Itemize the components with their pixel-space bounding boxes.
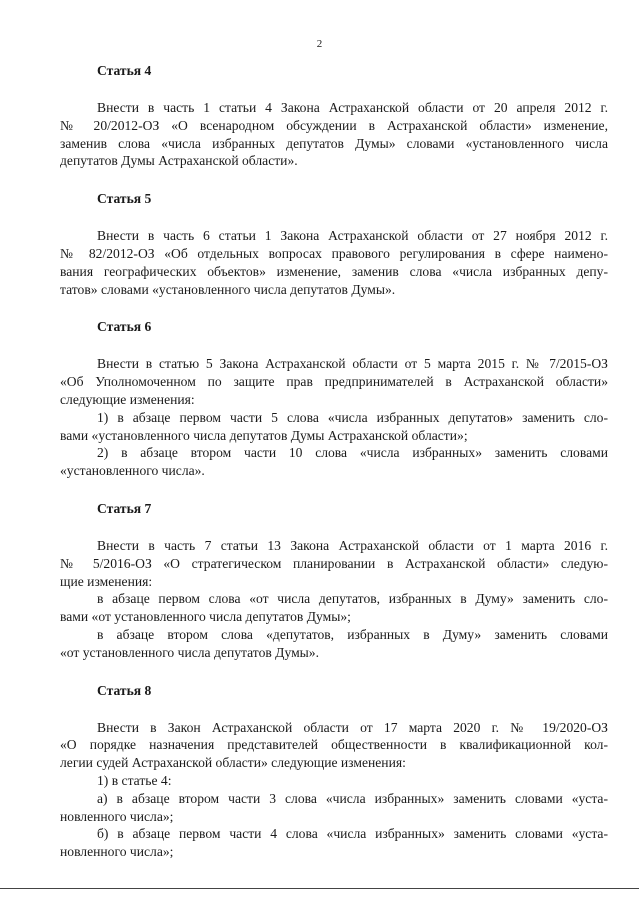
section-gap (60, 662, 608, 682)
section-gap (60, 170, 608, 190)
text-line: легии судей Астраханской области» следующие изменения: (60, 755, 406, 771)
text-line: новленного числа»; (60, 844, 174, 860)
text-line: в абзаце первом слова «от числа депутатов, избранных в Думу» заменить сло- (97, 591, 608, 607)
text-line: № 5/2016-ОЗ «О стратегическом планировании в Астраханской области» следую- (60, 555, 608, 571)
text-line: «О порядке назначения представителей общественности в квалификационной кол- (60, 737, 608, 753)
section-gap (60, 480, 608, 500)
article-paragraph (60, 719, 608, 772)
section-gap (60, 298, 608, 318)
article-section (60, 190, 608, 298)
text-line: Внести в часть 7 статьи 13 Закона Астраханской области от 1 марта 2016 г. (97, 537, 608, 553)
text-line: № 20/2012-ОЗ «О всенародном обсуждении в Астраханской области» изменение, (60, 117, 608, 133)
text-line: щие изменения: (60, 573, 153, 589)
text-line: следующие изменения: (60, 391, 195, 407)
article-heading: Статья 4 (97, 63, 152, 78)
text-line: вания географических объектов» изменение, заменив слова «числа избранных депу- (60, 263, 608, 279)
article-paragraph (60, 355, 608, 408)
text-line: татов» словами «установленного числа депутатов Думы». (60, 281, 396, 297)
text-line: «от установленного числа депутатов Думы». (60, 644, 319, 660)
article-paragraph (60, 772, 608, 790)
text-line: вами «установленного числа депутатов Думы Астраханской области»; (60, 427, 468, 443)
text-line: Внести в статью 5 Закона Астраханской области от 5 марта 2015 г. № 7/2015-ОЗ (97, 356, 608, 372)
text-line: Внести в часть 1 статьи 4 Закона Астраханской области от 20 апреля 2012 г. (97, 100, 608, 115)
scan-edge-line (0, 888, 639, 889)
article-section (60, 682, 608, 861)
article-heading: Статья 8 (97, 682, 152, 698)
text-line: «Об Уполномоченном по защите прав предпринимателей в Астраханской области» (60, 374, 608, 390)
article-section (60, 62, 608, 170)
article-section (60, 318, 608, 480)
article-section (60, 500, 608, 662)
text-line: б) в абзаце первом части 4 слова «числа избранных» заменить словами «уста- (97, 826, 608, 842)
article-paragraph (60, 825, 608, 861)
text-line: 1) в статье 4: (97, 772, 172, 788)
article-heading: Статья 6 (97, 319, 152, 335)
page-number: 2 (316, 38, 323, 50)
text-line: № 82/2012-ОЗ «Об отдельных вопросах правового регулирования в сфере наимено- (60, 245, 608, 261)
article-paragraph (60, 790, 608, 826)
text-line: новленного числа»; (60, 808, 174, 824)
article-paragraph (60, 409, 608, 445)
article-paragraph (60, 99, 608, 170)
text-line: заменив слова «числа избранных депутатов Думы» словами «установленного числа (60, 135, 608, 151)
text-line: депутатов Думы Астраханской области». (60, 153, 298, 169)
text-line: Внести в часть 6 статьи 1 Закона Астраханской области от 27 ноября 2012 г. (97, 228, 608, 244)
document-body (60, 62, 608, 861)
text-line: «установленного числа». (60, 463, 205, 479)
text-line: в абзаце втором слова «депутатов, избранных в Думу» заменить словами (97, 626, 608, 642)
article-heading: Статья 7 (97, 500, 152, 516)
article-heading: Статья 5 (97, 191, 152, 207)
text-line: 2) в абзаце втором части 10 слова «числа избранных» заменить словами (97, 445, 608, 461)
article-paragraph (60, 590, 608, 626)
text-line: Внести в Закон Астраханской области от 17 марта 2020 г. № 19/2020-ОЗ (97, 719, 608, 735)
text-line: вами «от установленного числа депутатов Думы»; (60, 609, 351, 625)
article-paragraph (60, 626, 608, 662)
text-line: 1) в абзаце первом части 5 слова «числа избранных депутатов» заменить сло- (97, 409, 608, 425)
article-paragraph (60, 537, 608, 590)
article-paragraph (60, 444, 608, 480)
text-line: а) в абзаце втором части 3 слова «числа избранных» заменить словами «уста- (97, 790, 608, 806)
article-paragraph (60, 227, 608, 298)
